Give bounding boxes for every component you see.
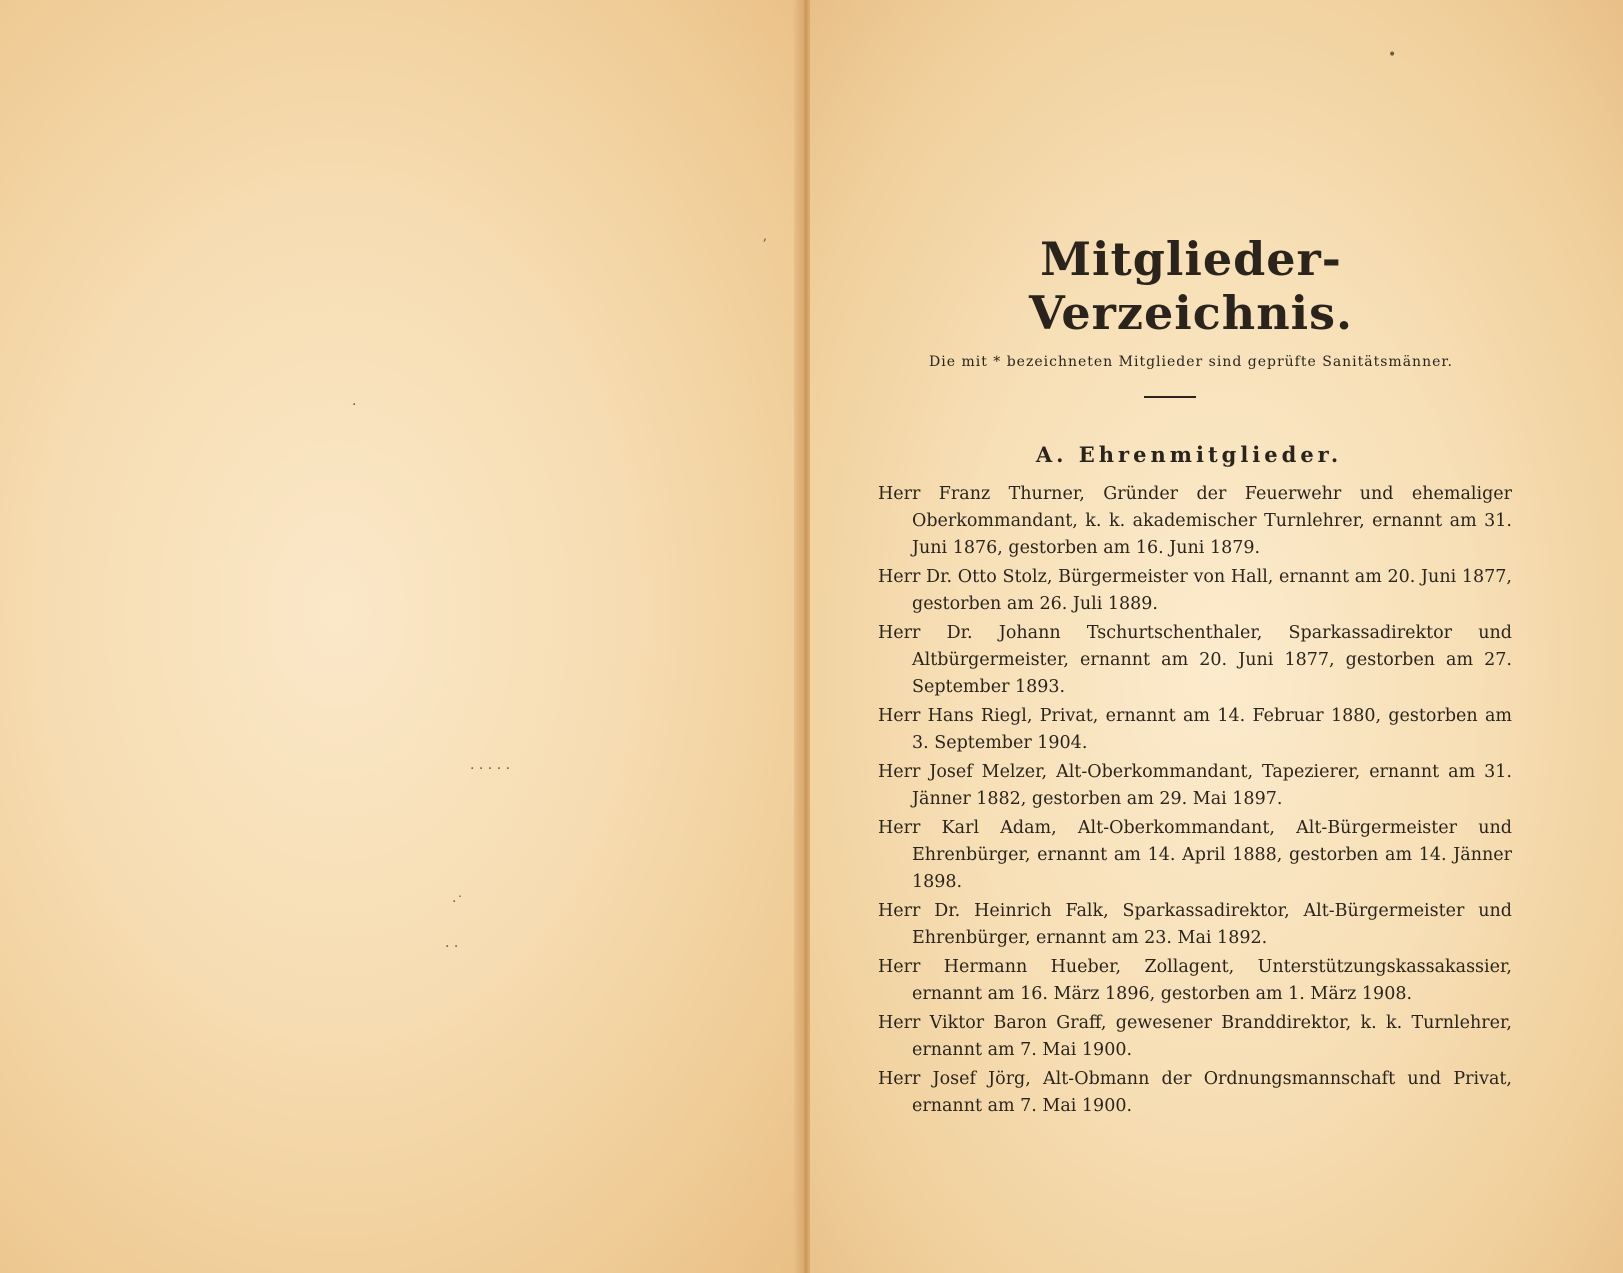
page-title: Mitglieder-Verzeichnis. xyxy=(1028,232,1354,340)
ink-speck: · · xyxy=(445,939,459,955)
list-item: Herr Josef Melzer, Alt-Oberkommandant, Tapezierer, ernannt am 31. Jänner 1882, gestorben am 29. Mai 1897. xyxy=(878,762,1512,809)
page-subtitle: Die mit * bezeichneten Mitglieder sind geprüfte Sanitätsmänner. xyxy=(929,354,1453,370)
ink-speck: ʼ xyxy=(762,237,767,253)
list-item: Herr Hermann Hueber, Zollagent, Unterstützungskassakassier, ernannt am 16. März 1896, gestorben am 1. März 1908. xyxy=(878,957,1512,1004)
list-item: Herr Hans Riegl, Privat, ernannt am 14. Februar 1880, gestorben am 3. September 1904. xyxy=(878,706,1512,753)
ink-speck: ·˙ xyxy=(452,894,464,910)
section-heading: A. Ehrenmitglieder. xyxy=(1035,442,1343,467)
list-item: Herr Viktor Baron Graff, gewesener Branddirektor, k. k. Turnlehrer, ernannt am 7. Mai 1900. xyxy=(878,1013,1512,1060)
list-item: Herr Dr. Heinrich Falk, Sparkassadirektor, Alt-Bürgermeister und Ehrenbürger, ernannt am 23. Mai 1892. xyxy=(878,901,1512,948)
list-item: Herr Dr. Otto Stolz, Bürgermeister von Hall, ernannt am 20. Juni 1877, gestorben am 26. Juli 1889. xyxy=(878,567,1512,614)
ink-speck: · xyxy=(352,397,357,413)
list-item: Herr Franz Thurner, Gründer der Feuerwehr und ehemaliger Oberkommandant, k. k. akademischer Turnlehrer, ernannt am 31. Juni 1876, gestorben am 16. Juni 1879. xyxy=(878,484,1512,558)
left-page xyxy=(0,0,802,1273)
member-list-content xyxy=(866,232,1512,1122)
list-item: Herr Karl Adam, Alt-Oberkommandant, Alt-Bürgermeister und Ehrenbürger, ernannt am 14. April 1888, gestorben am 14. Jänner 1898. xyxy=(878,818,1512,892)
list-item: Herr Josef Jörg, Alt-Obmann der Ordnungsmannschaft und Privat, ernannt am 7. Mai 1900. xyxy=(878,1069,1512,1116)
ink-speck: · · · · · xyxy=(470,761,511,777)
ink-speck: • xyxy=(1388,47,1397,63)
divider-rule xyxy=(1144,396,1196,398)
list-item: Herr Dr. Johann Tschurtschenthaler, Sparkassadirektor und Altbürgermeister, ernannt am 20. Juni 1877, gestorben am 27. September 1893. xyxy=(878,623,1512,697)
